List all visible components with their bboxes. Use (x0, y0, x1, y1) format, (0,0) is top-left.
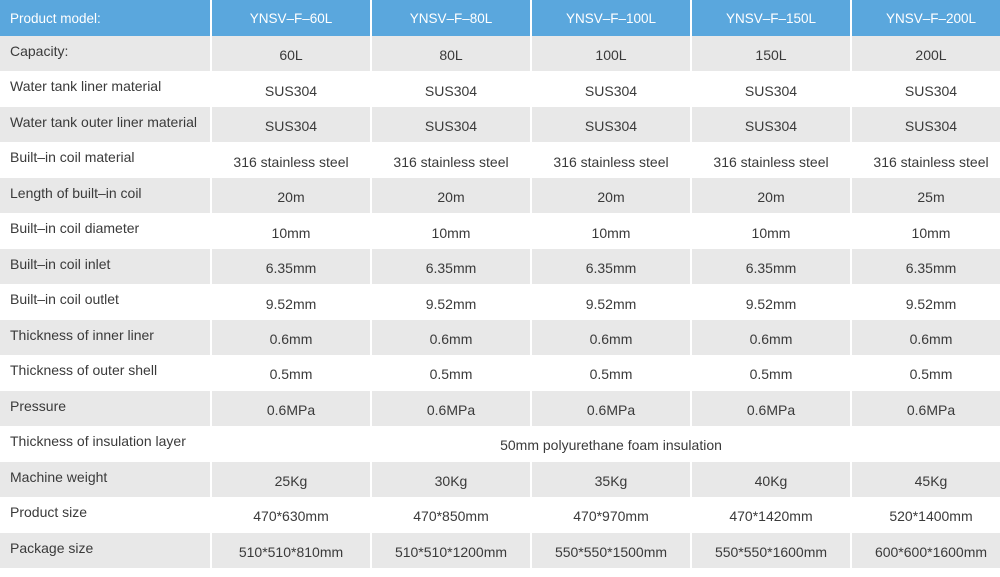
table-cell: 0.6MPa (212, 391, 370, 426)
row-label: Water tank outer liner material (0, 107, 210, 142)
table-cell: SUS304 (692, 107, 850, 142)
table-cell: 6.35mm (532, 249, 690, 284)
table-cell: 470*1420mm (692, 497, 850, 532)
table-cell: 0.5mm (372, 355, 530, 390)
table-cell: SUS304 (532, 71, 690, 106)
row-label: Built–in coil inlet (0, 249, 210, 284)
table-cell: 10mm (212, 213, 370, 248)
table-cell: 0.6mm (372, 320, 530, 355)
table-cell: 9.52mm (692, 284, 850, 319)
table-cell: 45Kg (852, 462, 1000, 497)
table-cell: 20m (212, 178, 370, 213)
table-cell: 10mm (852, 213, 1000, 248)
table-cell: SUS304 (532, 107, 690, 142)
table-cell: 10mm (692, 213, 850, 248)
model-header: YNSV–F–200L (852, 0, 1000, 36)
row-label: Water tank liner material (0, 71, 210, 106)
table-cell: 10mm (372, 213, 530, 248)
table-cell: 0.6mm (692, 320, 850, 355)
row-label: Length of built–in coil (0, 178, 210, 213)
row-label: Thickness of insulation layer (0, 426, 210, 461)
table-cell: 316 stainless steel (372, 142, 530, 177)
spanning-cell: 50mm polyurethane foam insulation (212, 426, 1000, 461)
table-cell: 316 stainless steel (532, 142, 690, 177)
table-row (0, 320, 1000, 355)
model-header: YNSV–F–80L (372, 0, 530, 36)
table-row (0, 533, 1000, 568)
row-label: Capacity: (0, 36, 210, 71)
table-cell: 25Kg (212, 462, 370, 497)
model-header: YNSV–F–60L (212, 0, 370, 36)
model-header: YNSV–F–150L (692, 0, 850, 36)
table-cell: 20m (372, 178, 530, 213)
table-row (0, 142, 1000, 177)
row-label: Product size (0, 497, 210, 532)
table-cell: 0.5mm (212, 355, 370, 390)
table-cell: 0.6MPa (372, 391, 530, 426)
table-cell: 0.6MPa (532, 391, 690, 426)
table-cell: 40Kg (692, 462, 850, 497)
table-row (0, 426, 1000, 461)
table-cell: 316 stainless steel (852, 142, 1000, 177)
table-cell: SUS304 (852, 107, 1000, 142)
table-cell: 600*600*1600mm (852, 533, 1000, 568)
table-cell: 6.35mm (212, 249, 370, 284)
table-cell: 550*550*1600mm (692, 533, 850, 568)
table-row (0, 391, 1000, 426)
row-label: Package size (0, 533, 210, 568)
table-cell: 9.52mm (852, 284, 1000, 319)
row-label: Pressure (0, 391, 210, 426)
table-row (0, 249, 1000, 284)
table-row (0, 284, 1000, 319)
table-cell: 9.52mm (372, 284, 530, 319)
table-row (0, 36, 1000, 71)
table-cell: 0.6MPa (852, 391, 1000, 426)
table-cell: 510*510*810mm (212, 533, 370, 568)
table-row (0, 213, 1000, 248)
table-cell: SUS304 (372, 107, 530, 142)
table-cell: 150L (692, 36, 850, 71)
table-row (0, 107, 1000, 142)
table-cell: 0.5mm (692, 355, 850, 390)
table-cell: 316 stainless steel (212, 142, 370, 177)
table-row (0, 355, 1000, 390)
table-cell: 9.52mm (212, 284, 370, 319)
table-cell: 0.6mm (212, 320, 370, 355)
table-cell: 100L (532, 36, 690, 71)
table-cell: 0.5mm (852, 355, 1000, 390)
table-cell: 470*630mm (212, 497, 370, 532)
table-cell: 35Kg (532, 462, 690, 497)
table-row (0, 462, 1000, 497)
row-label: Thickness of outer shell (0, 355, 210, 390)
table-cell: 6.35mm (692, 249, 850, 284)
table-cell: 200L (852, 36, 1000, 71)
table-cell: 470*850mm (372, 497, 530, 532)
table-cell: 0.6mm (532, 320, 690, 355)
table-cell: SUS304 (212, 107, 370, 142)
table-cell: 10mm (532, 213, 690, 248)
header-label: Product model: (0, 0, 210, 36)
table-cell: 20m (692, 178, 850, 213)
table-cell: 20m (532, 178, 690, 213)
table-cell: SUS304 (852, 71, 1000, 106)
row-label: Built–in coil diameter (0, 213, 210, 248)
table-cell: 25m (852, 178, 1000, 213)
table-cell: 0.6MPa (692, 391, 850, 426)
table-cell: 6.35mm (852, 249, 1000, 284)
table-cell: 470*970mm (532, 497, 690, 532)
table-cell: 0.5mm (532, 355, 690, 390)
spec-body (0, 36, 1000, 568)
table-cell: 0.6mm (852, 320, 1000, 355)
table-cell: 9.52mm (532, 284, 690, 319)
row-label: Built–in coil outlet (0, 284, 210, 319)
table-cell: SUS304 (372, 71, 530, 106)
row-label: Machine weight (0, 462, 210, 497)
model-header: YNSV–F–100L (532, 0, 690, 36)
table-cell: 6.35mm (372, 249, 530, 284)
table-cell: 520*1400mm (852, 497, 1000, 532)
table-cell: 550*550*1500mm (532, 533, 690, 568)
table-cell: SUS304 (692, 71, 850, 106)
table-cell: 510*510*1200mm (372, 533, 530, 568)
table-cell: 60L (212, 36, 370, 71)
table-row (0, 71, 1000, 106)
table-row (0, 497, 1000, 532)
table-cell: 30Kg (372, 462, 530, 497)
table-row (0, 178, 1000, 213)
header-row (0, 0, 1000, 36)
table-cell: 316 stainless steel (692, 142, 850, 177)
table-cell: 80L (372, 36, 530, 71)
row-label: Built–in coil material (0, 142, 210, 177)
table-cell: SUS304 (212, 71, 370, 106)
row-label: Thickness of inner liner (0, 320, 210, 355)
